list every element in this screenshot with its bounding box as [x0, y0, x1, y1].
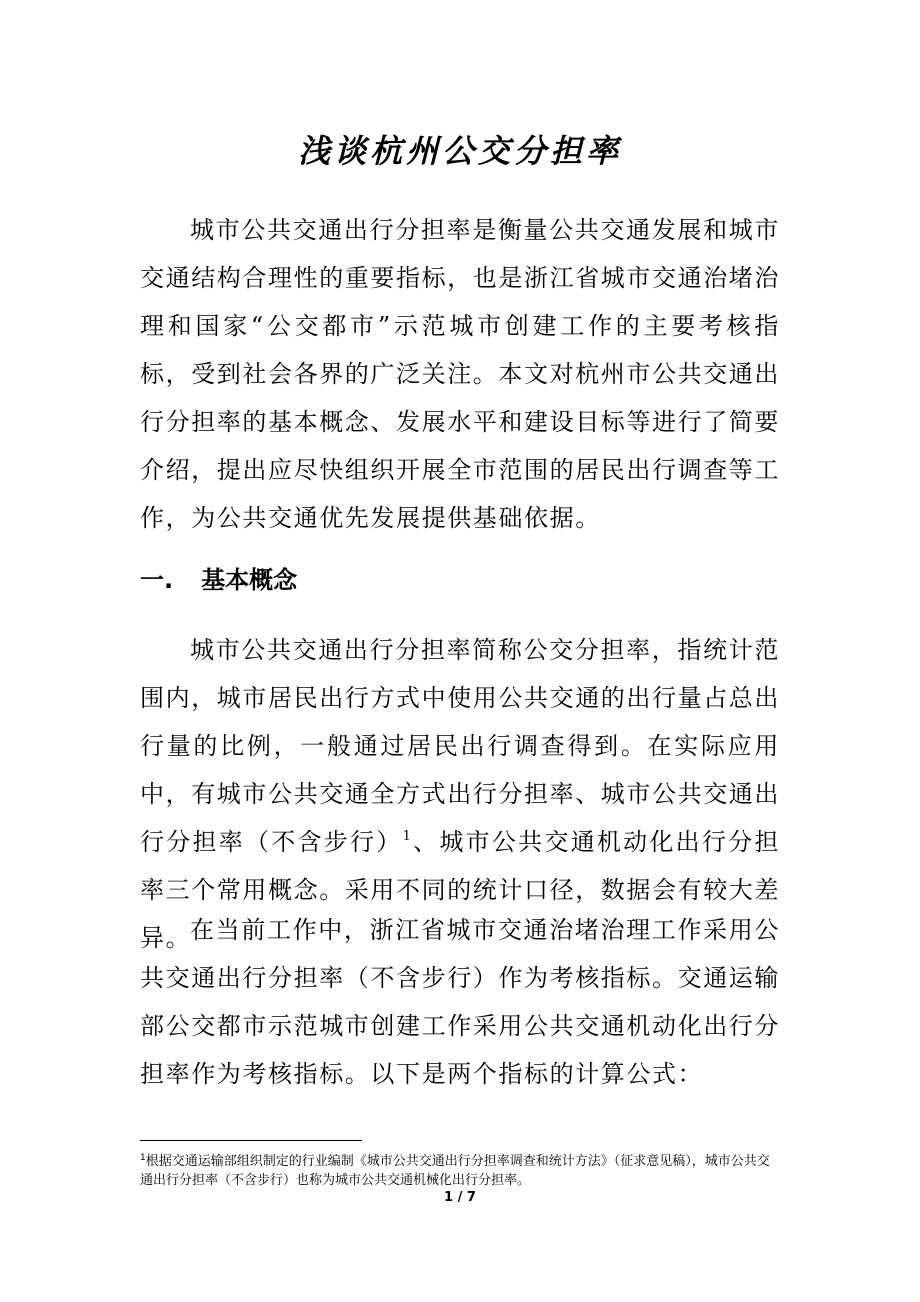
footnote-reference[interactable]: 1	[402, 829, 413, 844]
definition-text-after: 、城市公共交通机动化出行分担率三个常用概念。采用不同的统计口径，数据会有较大差异。	[140, 828, 781, 952]
definition-text-before: 城市公共交通出行分担率简称公交分担率，指统计范围内，城市居民出行方式中使用公共交通的出行量占总出行量的比例，一般通过居民出行调查得到。在实际应用中，有城市公共交通全方式出行分担率、城市公共交通出行分担率（不含步行）	[140, 636, 780, 856]
document-title: 浅谈杭州公交分担率	[297, 132, 622, 170]
footnote-separator	[140, 1140, 362, 1141]
indicator-paragraph: 在当前工作中，浙江省城市交通治堵治理工作采用公共交通出行分担率（不含步行）作为考核指标。交通运输部公交都市示范城市创建工作采用公共交通机动化出行分担率作为考核指标。以下是两个指标的计算公式：	[140, 916, 780, 1088]
footnote-text: 根据交通运输部组织制定的行业编制《城市公共交通出行分担率调查和统计方法》（征求意见稿），城市公共交通出行分担率（不含步行）也称为城市公共交通机械化出行分担率。	[140, 1154, 770, 1188]
page-indicator: 1 / 7	[444, 1190, 476, 1205]
section-number: 一.	[140, 566, 174, 594]
section-title: 基本概念	[201, 566, 298, 594]
section-heading	[140, 560, 297, 600]
footnote	[140, 1152, 780, 1190]
footnote-marker: 1	[140, 1153, 146, 1163]
intro-paragraph: 城市公共交通出行分担率是衡量公共交通发展和城市交通结构合理性的重要指标，也是浙江省城市交通治堵治理和国家“公交都市”示范城市创建工作的主要考核指标，受到社会各界的广泛关注。本文对杭州市公共交通出行分担率的基本概念、发展水平和建设目标等进行了简要介绍，提出应尽快组织开展全市范围的居民出行调查等工作，为公共交通优先发展提供基础依据。	[140, 216, 780, 532]
